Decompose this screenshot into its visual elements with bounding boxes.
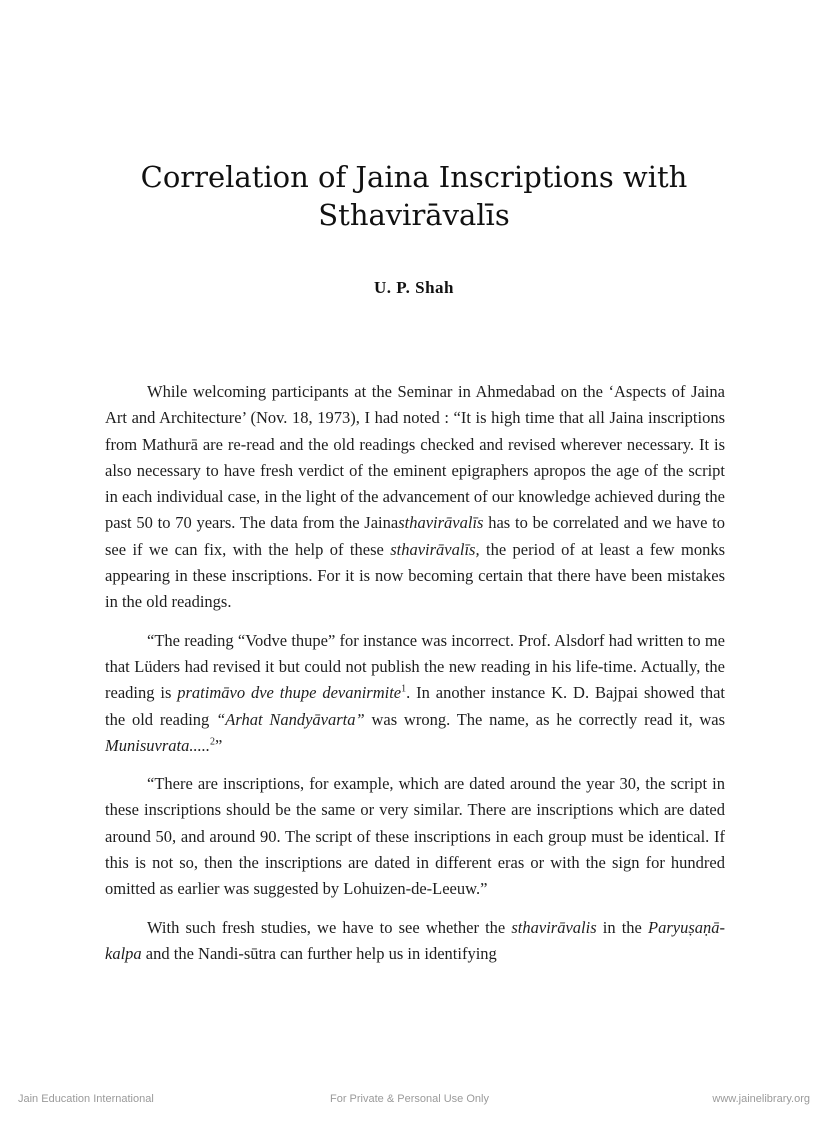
p4-text-c: in the (596, 917, 648, 937)
p4-italic-sthaviravalis: sthavirāvalis (511, 917, 597, 937)
footer-center-text: For Private & Personal Use Only (330, 1093, 489, 1105)
p2-text-e: was wrong. The name, as he correctly read it, was (364, 709, 726, 729)
paragraph-1 (105, 379, 725, 616)
footnote-ref-1[interactable]: 1 (401, 683, 407, 695)
p4-text-a: With such fresh studies, we have to see whether the (147, 917, 512, 937)
footer-left-text: Jain Education International (18, 1093, 154, 1105)
page-footer (0, 1093, 828, 1109)
p1-text-a: While welcoming participants at the Seminar in Ahmedabad on the ‘Aspects of Jaina Art and Architecture’ (Nov. 18, 1973), I had noted : “It is high time that all Jaina inscriptions from Mathurā are re-read and the old readings checked and revised wherever necessary. It is also necessary to have fresh verdict of the eminent epigraphers apropos the age of the script in each individual case, in the light of the advancement of our knowledge achieved during the past 50 to 70 years. The data from the Jaina (105, 382, 725, 533)
p1-text-c: has to be correlated and we have to see if we can fix, with the help of these (105, 513, 725, 559)
title-line-1: Correlation of Jaina Inscriptions with (140, 160, 688, 194)
p1-italic-sthaviravalis: sthavirāvalīs (398, 513, 484, 533)
title-line-2: Sthavirāvalīs (318, 198, 510, 232)
p2-italic-old-reading: “Arhat Nandyāvarta” (216, 709, 365, 729)
p1-text-e: the period of at least a few monks appearing in these inscriptions. For it is now becoming certain that there have been mistakes in the old readings. (105, 539, 725, 612)
p2-italic-reading: pratimāvo dve thupe devanirmite (177, 683, 402, 703)
author-name: U. P. Shah (374, 278, 454, 297)
page-title (0, 158, 828, 234)
p2-text-g: ” (214, 735, 223, 755)
p4-italic-paryusana: Paryuṣaṇā-kalpa (105, 917, 725, 963)
paragraph-2 (105, 628, 725, 759)
paragraph-4 (105, 915, 725, 968)
p4-text-e: and the Nandi-sūtra can further help us in identifying (141, 943, 497, 963)
p2-text-c: . In another instance K. D. Bajpai showed that the old reading (105, 683, 725, 729)
p2-italic-name: Munisuvrata..... (105, 735, 210, 755)
footer-link[interactable]: www.jainelibrary.org (712, 1093, 810, 1105)
paragraph-3: “There are inscriptions, for example, which are dated around the year 30, the script in these inscriptions should be the same or very similar. There are inscriptions which are dated around 50, and around 90. The script of these inscriptions in each group must be identical. If this is not so, then the inscriptions are dated in different eras or with the sign for hundred omitted as earlier was suggested by Lohuizen-de-Leeuw.” (105, 774, 725, 899)
footnote-ref-2[interactable]: 2 (209, 736, 215, 748)
p2-text-a: “The reading “Vodve thupe” for instance was incorrect. Prof. Alsdorf had written to me that Lüders had revised it but could not publish the new reading in his life-time. Actually, the reading is (105, 630, 725, 703)
p1-italic-sthaviravalis-2: sthavirāvalīs, (390, 539, 480, 559)
article-body (105, 379, 725, 979)
